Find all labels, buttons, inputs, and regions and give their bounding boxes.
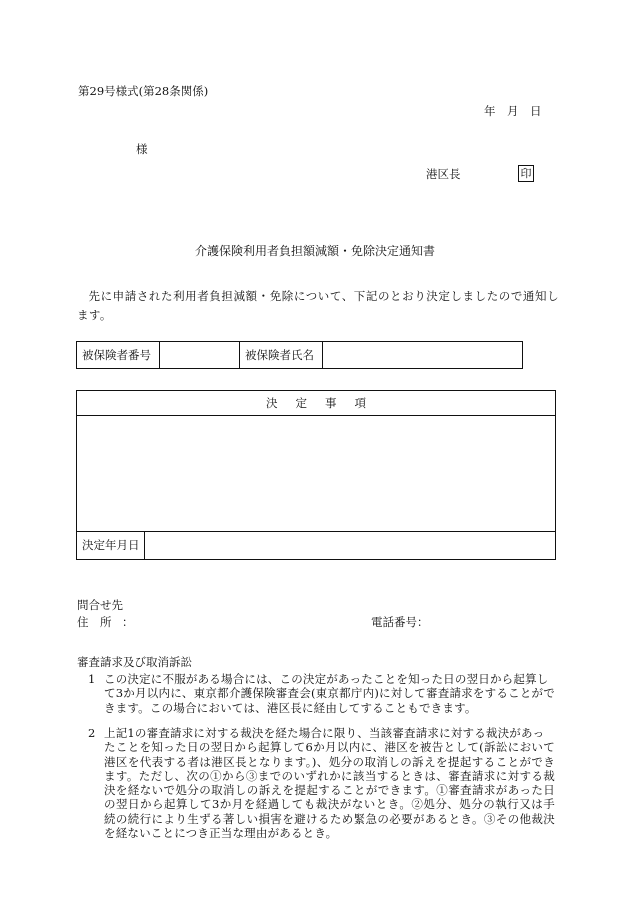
appeal-item-number: 1 bbox=[88, 672, 96, 686]
appeal-item-text: この決定に不服がある場合には、この決定があったことを知った日の翌日から起算し bbox=[104, 672, 549, 686]
insured-name-field bbox=[323, 342, 523, 369]
form-number: 第29号様式(第28条関係) bbox=[78, 84, 209, 98]
seal-stamp: 印 bbox=[518, 165, 534, 182]
appeal-item-first-line bbox=[88, 726, 555, 740]
insured-name-label: 被保険者氏名 bbox=[240, 342, 323, 369]
appeal-heading: 審査請求及び取消訴訟 bbox=[77, 655, 192, 669]
address-colon: ： bbox=[122, 615, 134, 629]
appeal-item bbox=[88, 726, 555, 840]
insured-number-field bbox=[160, 342, 240, 369]
issuer-name: 港区長 bbox=[426, 167, 461, 181]
phone-label: 電話番号： bbox=[371, 615, 429, 629]
appeal-item-first-line bbox=[88, 672, 555, 686]
appeal-item-text: 上記1の審査請求に対する裁決を経た場合に限り、当該審査請求に対する裁決があっ bbox=[104, 726, 545, 740]
decision-box bbox=[76, 390, 556, 560]
issue-date: 年 月 日 bbox=[484, 104, 542, 118]
appeal-item bbox=[88, 672, 555, 715]
appeal-item-rest: たことを知った日の翌日から起算して6か月以内に、港区を被告として(訴訟において港区を代表する者は港区長となります。)、処分の取消しの訴えを提起することができます。ただし、次の①から③までのいずれかに該当するときは、審査請求に対する裁決を経ないで処分の取消しの訴えを提起することができます。①審査請求があった日の翌日から起算して3か月を経過しても裁決がないとき。②処分、処分の執行又は手続の続行により生ずる著しい損害を避けるため緊急の必要があるとき。③その他裁決を経ないことにつき正当な理由があるとき。 bbox=[104, 740, 555, 841]
document-title: 介護保険利用者負担額減額・免除決定通知書 bbox=[194, 244, 435, 258]
decision-heading: 決定事項 bbox=[77, 391, 555, 416]
decision-date-label: 決定年月日 bbox=[77, 532, 145, 559]
appeal-item-rest: て3か月以内に、東京都介護保険審査会(東京都庁内)に対して審査請求をすることができます。この場合においては、港区長に経由してすることもできます。 bbox=[104, 686, 555, 715]
address-label: 住 所 bbox=[77, 615, 112, 629]
insured-info-table bbox=[76, 341, 523, 369]
contact-heading: 問合せ先 bbox=[77, 598, 123, 612]
appeal-item-number: 2 bbox=[88, 726, 96, 740]
decision-date-row bbox=[77, 531, 555, 559]
addressee-suffix: 様 bbox=[136, 142, 148, 156]
insured-number-label: 被保険者番号 bbox=[77, 342, 160, 369]
intro-text: 先に申請された利用者負担減額・免除について、下記のとおり決定しましたので通知します。 bbox=[77, 289, 559, 322]
